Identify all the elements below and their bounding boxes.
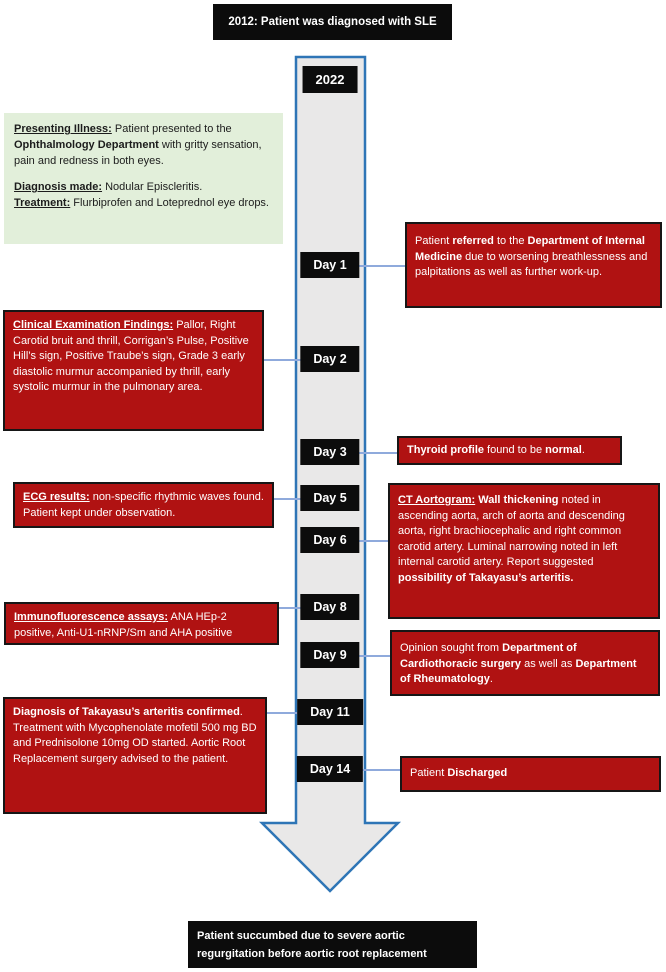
event-opinion-sought: Opinion sought from Department of Cardiothoracic surgery as well as Department of Rheumatology. <box>390 630 660 696</box>
connector-day-3 <box>357 452 397 454</box>
day-marker-2: Day 2 <box>300 346 359 372</box>
day-marker-6: Day 6 <box>300 527 359 553</box>
day-marker-1: Day 1 <box>300 252 359 278</box>
day-marker-8: Day 8 <box>300 594 359 620</box>
connector-day-6 <box>357 540 388 542</box>
event-thyroid-profile: Thyroid profile found to be normal. <box>397 436 622 465</box>
connector-day-14 <box>359 769 400 771</box>
event-immunofluorescence: Immunofluorescence assays: ANA HEp-2 positive, Anti-U1-nRNP/Sm and AHA positive <box>4 602 279 645</box>
event-takayasu-diagnosis: Diagnosis of Takayasu’s arteritis confirmed. Treatment with Mycophenolate mofetil 500 mg BD and Prednisolone 10mg OD started. Aortic Root Replacement surgery advised to the patient. <box>3 697 267 814</box>
event-ct-aortogram: CT Aortogram: Wall thickening noted in ascending aorta, arch of aorta and descending aorta, right brachiocephalic and right common carotid artery. Luminal narrowing noted in left internal carotid artery. Report suggested possibility of Takayasu’s arteritis. <box>388 483 660 619</box>
event-patient-discharged: Patient Discharged <box>400 756 661 792</box>
connector-day-9 <box>357 655 390 657</box>
connector-day-1 <box>357 265 405 267</box>
event-presenting-illness: Presenting Illness: Patient presented to the Ophthalmology Department with gritty sensation, pain and redness in both eyes. Diagnosis made: Nodular Episcleritis. Treatment: Flurbiprofen and Loteprednol eye drops. <box>4 113 283 244</box>
day-marker-14: Day 14 <box>297 756 363 782</box>
event-clinical-findings: Clinical Examination Findings: Pallor, Right Carotid bruit and thrill, Corrigan’s Pulse, Positive Hill’s sign, Positive Traube’s sign, Grade 3 early diastolic murmur accompanied by thrill, early systolic murmur in the pulmonary area. <box>3 310 264 431</box>
header-box-2012-sle: 2012: Patient was diagnosed with SLE <box>213 4 452 40</box>
footer-box-outcome: Patient succumbed due to severe aortic regurgitation before aortic root replacement <box>188 921 477 968</box>
event-ecg-results: ECG results: non-specific rhythmic waves found. Patient kept under observation. <box>13 482 274 528</box>
event-referred-internal-medicine: Patient referred to the Department of Internal Medicine due to worsening breathlessness and palpitations as well as further work-up. <box>405 222 662 308</box>
day-marker-3: Day 3 <box>300 439 359 465</box>
day-marker-11: Day 11 <box>297 699 363 725</box>
year-marker-2022: 2022 <box>303 66 358 93</box>
day-marker-5: Day 5 <box>300 485 359 511</box>
day-marker-9: Day 9 <box>300 642 359 668</box>
connector-day-2 <box>262 359 304 361</box>
connector-day-5 <box>272 498 304 500</box>
